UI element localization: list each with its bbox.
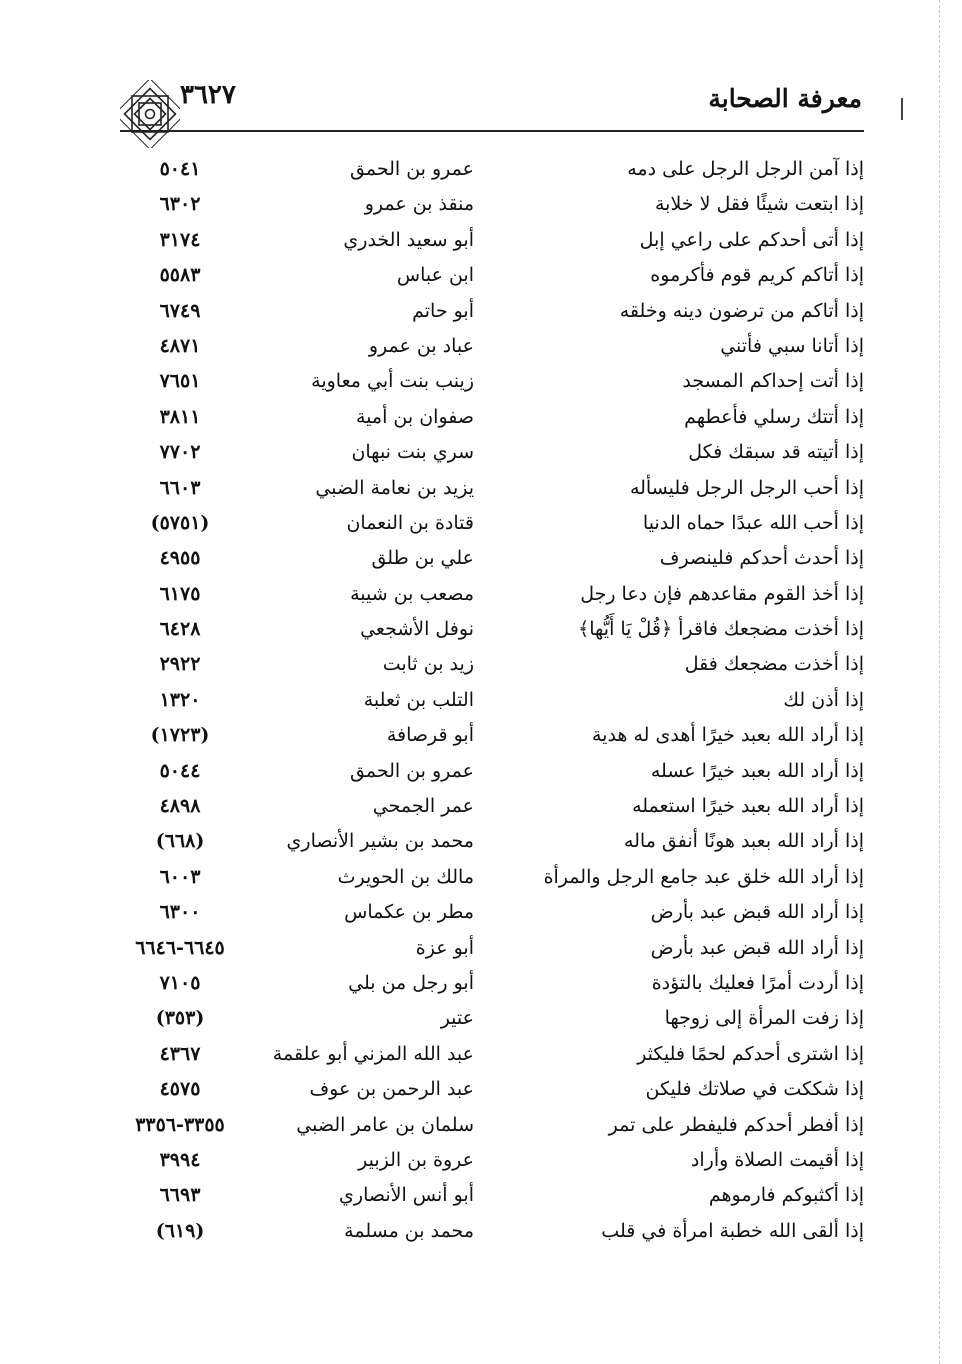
hadith-text: إذا أخذت مضجعك فقل [684,653,864,676]
hadith-text: إذا أتانا سبي فأتني [720,334,864,357]
hadith-text: إذا أتيته قد سبقك فكل [688,441,864,464]
hadith-number: ٣٣٥٥-٣٣٥٦ [135,1113,225,1136]
narrator-name: عمر الجمحي [372,795,474,818]
narrator-name: محمد بن مسلمة [344,1219,474,1242]
hadith-text: إذا أتى أحدكم على راعي إبل [639,228,864,251]
hadith-number: ٤٥٧٥ [159,1078,201,1101]
hadith-number: (١٧٢٣) [150,724,210,747]
running-header-title: معرفة الصحابة [708,84,862,113]
narrator-name: عمرو بن الحمق [350,158,474,180]
index-row [0,577,962,612]
narrator-name: زينب بنت أبي معاوية [311,370,474,393]
hadith-number: ٣٩٩٤ [159,1148,201,1171]
narrator-name: أبو أنس الأنصاري [339,1184,474,1207]
page-number: ٣٦٢٧ [180,80,236,110]
hadith-number: (٣٥٣) [155,1007,205,1030]
index-row [0,1143,962,1178]
hadith-text: إذا ابتعت شيئًا فقل لا خلابة [655,193,864,216]
hadith-text: إذا شككت في صلاتك فليكن [645,1078,864,1101]
index-row [0,152,962,187]
narrator-name: عباد بن عمرو [368,334,474,357]
hadith-text: إذا اشترى أحدكم لحمًا فليكثر [637,1042,864,1065]
hadith-number: ٥٠٤١ [159,158,201,180]
hadith-number: ٤٨٩٨ [159,795,201,818]
hadith-text: إذا أراد الله خلق عبد جامع الرجل والمرأة [543,865,864,888]
index-row [0,471,962,506]
hadith-text: إذا أراد الله بعبد خيرًا استعمله [632,795,864,818]
hadith-text: إذا ألقى الله خطبة امرأة في قلب [601,1219,864,1242]
header-margin-mark [901,98,903,120]
hadith-number: ٦٣٠٠ [159,901,201,924]
narrator-name: زيد بن ثابت [382,653,474,676]
hadith-text: إذا آمن الرجل الرجل على دمه [627,158,864,180]
index-row [0,1214,962,1249]
index-row [0,1037,962,1072]
octagram-star-ornament-icon [120,80,180,148]
narrator-name: عروة بن الزبير [358,1148,474,1171]
hadith-number: ٧٦٥١ [159,370,201,393]
narrator-name: مالك بن الحويرث [337,865,474,888]
hadith-number: ٦٦٩٣ [159,1184,201,1207]
hadith-number: ٤٣٦٧ [159,1042,201,1065]
hadith-number: ٦٦٤٥-٦٦٤٦ [135,936,225,959]
narrator-name: ابن عباس [396,264,474,287]
narrator-name: أبو قرصافة [386,724,474,747]
hadith-number: ٥٥٨٣ [159,264,201,287]
hadith-text: إذا أحب الله عبدًا حماه الدنيا [642,511,864,534]
hadith-number: ١٣٢٠ [159,688,201,711]
hadith-text: إذا أراد الله قبض عبد بأرض [650,936,864,959]
narrator-name: محمد بن بشير الأنصاري [286,830,474,853]
index-row [0,541,962,576]
index-row [0,258,962,293]
header-rule [120,130,864,132]
narrator-name: صفوان بن أمية [356,405,474,428]
index-row [0,683,962,718]
hadith-text: إذا زفت المرأة إلى زوجها [664,1007,864,1030]
hadith-text: إذا أراد الله بعبد هونًا أنفق ماله [623,830,864,853]
index-row [0,860,962,895]
narrator-name: نوفل الأشجعي [360,618,474,641]
index-row [0,754,962,789]
hadith-number: ٦٠٠٣ [159,865,201,888]
index-row [0,400,962,435]
hadith-number: ٧١٠٥ [159,971,201,994]
narrator-name: عبد الله المزني أبو علقمة [272,1042,474,1065]
index-row [0,789,962,824]
hadith-text: إذا أتاكم من ترضون دينه وخلقه [619,299,864,322]
narrator-name: أبو رجل من بلي [348,971,474,994]
hadith-number: ٥٠٤٤ [159,759,201,782]
hadith-text: إذا أردت أمرًا فعليك بالتؤدة [651,971,864,994]
index-row [0,1108,962,1143]
index-row [0,647,962,682]
index-row [0,435,962,470]
narrator-name: أبو حاتم [412,299,474,322]
narrator-name: سلمان بن عامر الضبي [296,1113,474,1136]
hadith-number: ٦١٧٥ [159,582,201,605]
hadith-text: إذا أراد الله بعبد خيرًا أهدى له هدية [591,724,864,747]
narrator-name: أبو سعيد الخدري [343,228,474,251]
hadith-text: إذا أقيمت الصلاة وأراد [690,1148,864,1171]
index-row [0,612,962,647]
index-row [0,931,962,966]
hadith-text: إذا أتاكم كريم قوم فأكرموه [650,264,864,287]
hadith-number: ٦٦٠٣ [159,476,201,499]
hadith-text: إذا أخذت مضجعك فاقرأ ﴿قُلْ يَا أَيُّها﴾ [578,618,864,641]
narrator-name: أبو عزة [415,936,474,959]
hadith-number: ٦٤٢٨ [159,618,201,641]
index-row [0,1072,962,1107]
hadith-number: ٦٧٤٩ [159,299,201,322]
index-row [0,187,962,222]
hadith-text: إذا أحب الرجل الرجل فليسأله [629,476,864,499]
narrator-name: يزيد بن نعامة الضبي [315,476,474,499]
hadith-number: ٤٨٧١ [159,334,201,357]
index-row [0,1001,962,1036]
hadith-text: إذا أكثبوكم فارموهم [708,1184,864,1207]
hadith-number: ٧٧٠٢ [159,441,201,464]
hadith-number: ٦٣٠٢ [159,193,201,216]
index-row [0,506,962,541]
hadith-text: إذا أذن لك [783,688,864,711]
hadith-index-list [0,152,962,1249]
index-row [0,895,962,930]
index-row [0,329,962,364]
index-row [0,364,962,399]
index-row [0,718,962,753]
narrator-name: علي بن طلق [371,547,474,570]
narrator-name: عبد الرحمن بن عوف [309,1078,474,1101]
narrator-name: مصعب بن شيبة [350,582,474,605]
hadith-text: إذا أحدث أحدكم فلينصرف [659,547,864,570]
hadith-number: ٢٩٢٢ [159,653,201,676]
hadith-text: إذا أراد الله قبض عبد بأرض [650,901,864,924]
hadith-number: (٦٦٨) [155,830,205,853]
narrator-name: سري بنت نبهان [351,441,474,464]
index-row [0,294,962,329]
narrator-name: عمرو بن الحمق [350,759,474,782]
hadith-text: إذا أتت إحداكم المسجد [682,370,864,393]
hadith-text: إذا أخذ القوم مقاعدهم فإن دعا رجل [580,582,864,605]
index-row [0,824,962,859]
hadith-text: إذا أتتك رسلي فأعطهم [684,405,864,428]
hadith-number: ٤٩٥٥ [159,547,201,570]
hadith-text: إذا أفطر أحدكم فليفطر على تمر [608,1113,864,1136]
index-row [0,223,962,258]
narrator-name: منقذ بن عمرو [364,193,474,216]
narrator-name: مطر بن عكماس [344,901,474,924]
narrator-name: عتير [440,1007,474,1030]
narrator-name: التلب بن ثعلبة [363,688,474,711]
narrator-name: قتادة بن النعمان [346,511,474,534]
hadith-text: إذا أراد الله بعبد خيرًا عسله [650,759,864,782]
hadith-number: ٣٨١١ [159,405,201,428]
index-row [0,966,962,1001]
index-row [0,1178,962,1213]
hadith-number: (٥٧٥١) [150,511,210,534]
hadith-number: ٣١٧٤ [159,228,201,251]
hadith-number: (٦١٩) [155,1219,205,1242]
